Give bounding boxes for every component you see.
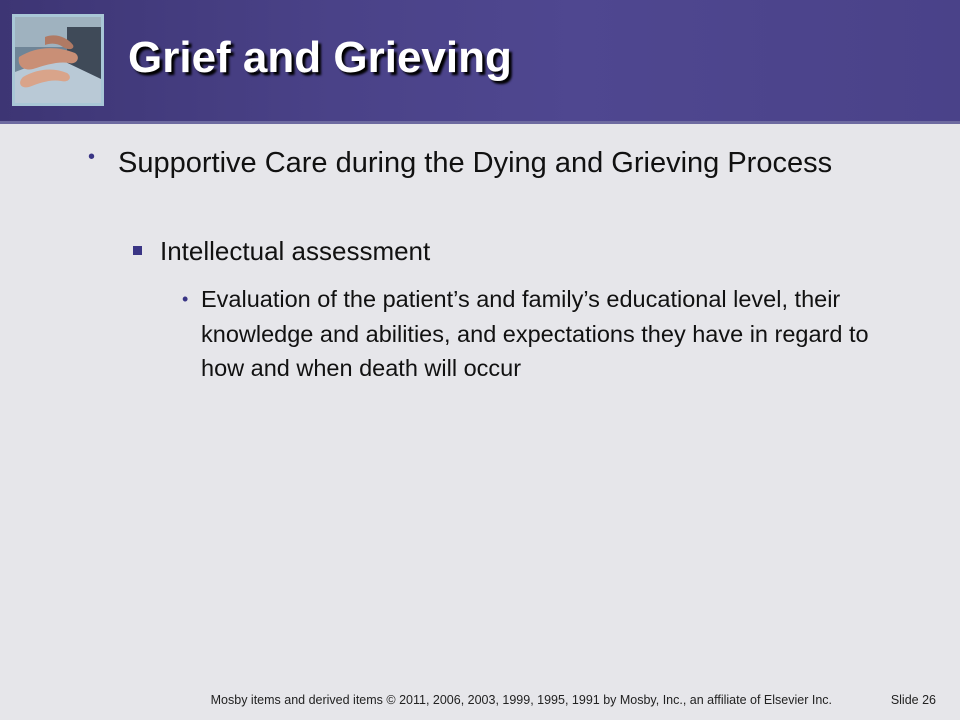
slide-header — [0, 0, 960, 124]
slide-title: Grief and Grieving — [128, 33, 512, 82]
slide-footer — [0, 693, 960, 715]
bullet-dot-icon: • — [88, 146, 96, 168]
bullet-text: Intellectual assessment — [160, 236, 431, 266]
copyright-notice: Mosby items and derived items © 2011, 2006, 2003, 1999, 1995, 1991 by Mosby, Inc., an affiliate of Elsevier Inc. — [210, 693, 832, 707]
bullet-square-icon — [133, 246, 142, 255]
hands-photo-icon — [12, 14, 104, 106]
bullet-text: Evaluation of the patient’s and family’s educational level, their knowledge and abilities, and expectations they have in regard to how and when death will occur — [201, 286, 869, 381]
slide-number: Slide 26 — [890, 693, 936, 707]
bullet-dot-icon: • — [182, 289, 189, 309]
bullet-text: Supportive Care during the Dying and Grieving Process — [118, 147, 833, 179]
